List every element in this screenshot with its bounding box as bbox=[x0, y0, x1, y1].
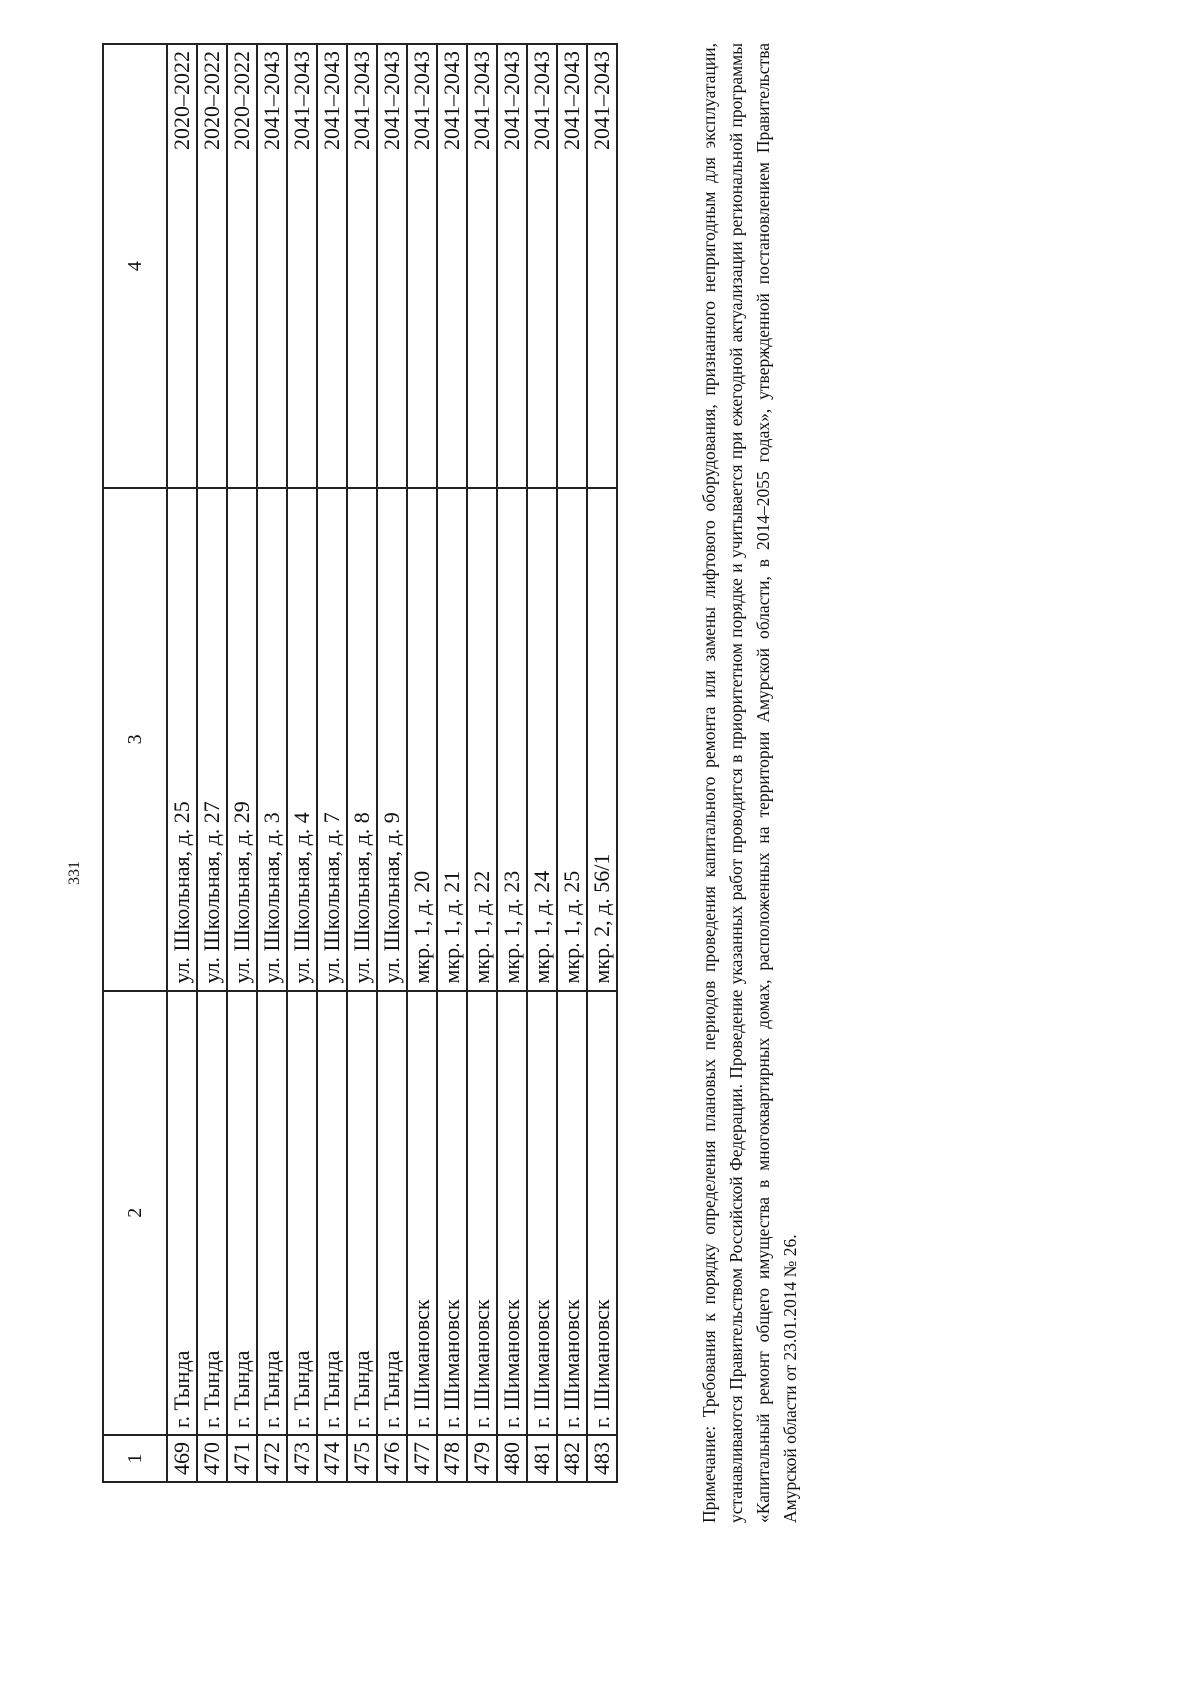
row-number-cell: 476 bbox=[377, 1435, 407, 1482]
table-row bbox=[437, 44, 467, 1482]
city-cell: г. Тында bbox=[347, 991, 377, 1435]
period-cell: 2041–2043 bbox=[317, 44, 347, 488]
period-cell: 2041–2043 bbox=[587, 44, 617, 488]
city-cell: г. Тында bbox=[257, 991, 287, 1435]
city-cell: г. Шимановск bbox=[437, 991, 467, 1435]
address-cell: ул. Школьная, д. 25 bbox=[167, 488, 197, 990]
table-row bbox=[377, 44, 407, 1482]
table-row bbox=[347, 44, 377, 1482]
city-cell: г. Шимановск bbox=[587, 991, 617, 1435]
table-header-row bbox=[103, 44, 167, 1482]
column-header-1: 1 bbox=[103, 1435, 167, 1482]
period-cell: 2041–2043 bbox=[347, 44, 377, 488]
row-number-cell: 471 bbox=[227, 1435, 257, 1482]
city-cell: г. Шимановск bbox=[467, 991, 497, 1435]
page-number: 331 bbox=[66, 861, 83, 885]
city-cell: г. Тында bbox=[377, 991, 407, 1435]
table-row bbox=[167, 44, 197, 1482]
row-number-cell: 470 bbox=[197, 1435, 227, 1482]
city-cell: г. Шимановск bbox=[557, 991, 587, 1435]
table-row bbox=[587, 44, 617, 1482]
city-cell: г. Шимановск bbox=[527, 991, 557, 1435]
city-cell: г. Тында bbox=[197, 991, 227, 1435]
row-number-cell: 477 bbox=[407, 1435, 437, 1482]
table-row bbox=[497, 44, 527, 1482]
city-cell: г. Тында bbox=[317, 991, 347, 1435]
address-cell: ул. Школьная, д. 7 bbox=[317, 488, 347, 990]
period-cell: 2020–2022 bbox=[227, 44, 257, 488]
table-row bbox=[227, 44, 257, 1482]
period-cell: 2041–2043 bbox=[407, 44, 437, 488]
address-cell: ул. Школьная, д. 9 bbox=[377, 488, 407, 990]
period-cell: 2020–2022 bbox=[197, 44, 227, 488]
row-number-cell: 479 bbox=[467, 1435, 497, 1482]
address-cell: ул. Школьная, д. 8 bbox=[347, 488, 377, 990]
city-cell: г. Тында bbox=[287, 991, 317, 1435]
table-row bbox=[527, 44, 557, 1482]
column-header-4: 4 bbox=[103, 44, 167, 488]
address-cell: ул. Школьная, д. 29 bbox=[227, 488, 257, 990]
address-cell: ул. Школьная, д. 27 bbox=[197, 488, 227, 990]
period-cell: 2041–2043 bbox=[287, 44, 317, 488]
address-cell: мкр. 1, д. 25 bbox=[557, 488, 587, 990]
period-cell: 2041–2043 bbox=[467, 44, 497, 488]
row-number-cell: 483 bbox=[587, 1435, 617, 1482]
row-number-cell: 469 bbox=[167, 1435, 197, 1482]
address-cell: мкр. 1, д. 24 bbox=[527, 488, 557, 990]
table-row bbox=[407, 44, 437, 1482]
table-row bbox=[287, 44, 317, 1482]
table-row bbox=[467, 44, 497, 1482]
table-row bbox=[317, 44, 347, 1482]
period-cell: 2041–2043 bbox=[527, 44, 557, 488]
address-cell: ул. Школьная, д. 3 bbox=[257, 488, 287, 990]
period-cell: 2041–2043 bbox=[557, 44, 587, 488]
address-cell: мкр. 1, д. 21 bbox=[437, 488, 467, 990]
row-number-cell: 481 bbox=[527, 1435, 557, 1482]
period-cell: 2041–2043 bbox=[437, 44, 467, 488]
capital-repair-table bbox=[102, 43, 618, 1483]
column-header-2: 2 bbox=[103, 991, 167, 1435]
row-number-cell: 475 bbox=[347, 1435, 377, 1482]
table-body bbox=[167, 44, 617, 1482]
city-cell: г. Шимановск bbox=[407, 991, 437, 1435]
column-header-3: 3 bbox=[103, 488, 167, 990]
row-number-cell: 473 bbox=[287, 1435, 317, 1482]
table-row bbox=[197, 44, 227, 1482]
table-row bbox=[257, 44, 287, 1482]
row-number-cell: 472 bbox=[257, 1435, 287, 1482]
period-cell: 2020–2022 bbox=[167, 44, 197, 488]
row-number-cell: 482 bbox=[557, 1435, 587, 1482]
table-row bbox=[557, 44, 587, 1482]
address-cell: мкр. 1, д. 22 bbox=[467, 488, 497, 990]
row-number-cell: 478 bbox=[437, 1435, 467, 1482]
address-cell: ул. Школьная, д. 4 bbox=[287, 488, 317, 990]
city-cell: г. Тында bbox=[227, 991, 257, 1435]
city-cell: г. Шимановск bbox=[497, 991, 527, 1435]
footnote: Примечание: Требования к порядку определения плановых периодов проведения капитального ремонта или замены лифтового оборудования, признанного непригодным для эксплуатации, устанавливаются Правительством Российской Федерации. Проведение указанных работ проводится в приоритетном порядке и учитывается при ежегодной актуализации региональной программы «Капитальный ремонт общего имущества в многоквартирных домах, расположенных на территории Амурской области, в 2014–2055 годах», утвержденной постановлением Правительства Амурской области от 23.01.2014 № 26. bbox=[699, 43, 800, 1523]
period-cell: 2041–2043 bbox=[377, 44, 407, 488]
period-cell: 2041–2043 bbox=[257, 44, 287, 488]
row-number-cell: 474 bbox=[317, 1435, 347, 1482]
address-cell: мкр. 1, д. 20 bbox=[407, 488, 437, 990]
city-cell: г. Тында bbox=[167, 991, 197, 1435]
period-cell: 2041–2043 bbox=[497, 44, 527, 488]
address-cell: мкр. 2, д. 56/1 bbox=[587, 488, 617, 990]
row-number-cell: 480 bbox=[497, 1435, 527, 1482]
address-cell: мкр. 1, д. 23 bbox=[497, 488, 527, 990]
